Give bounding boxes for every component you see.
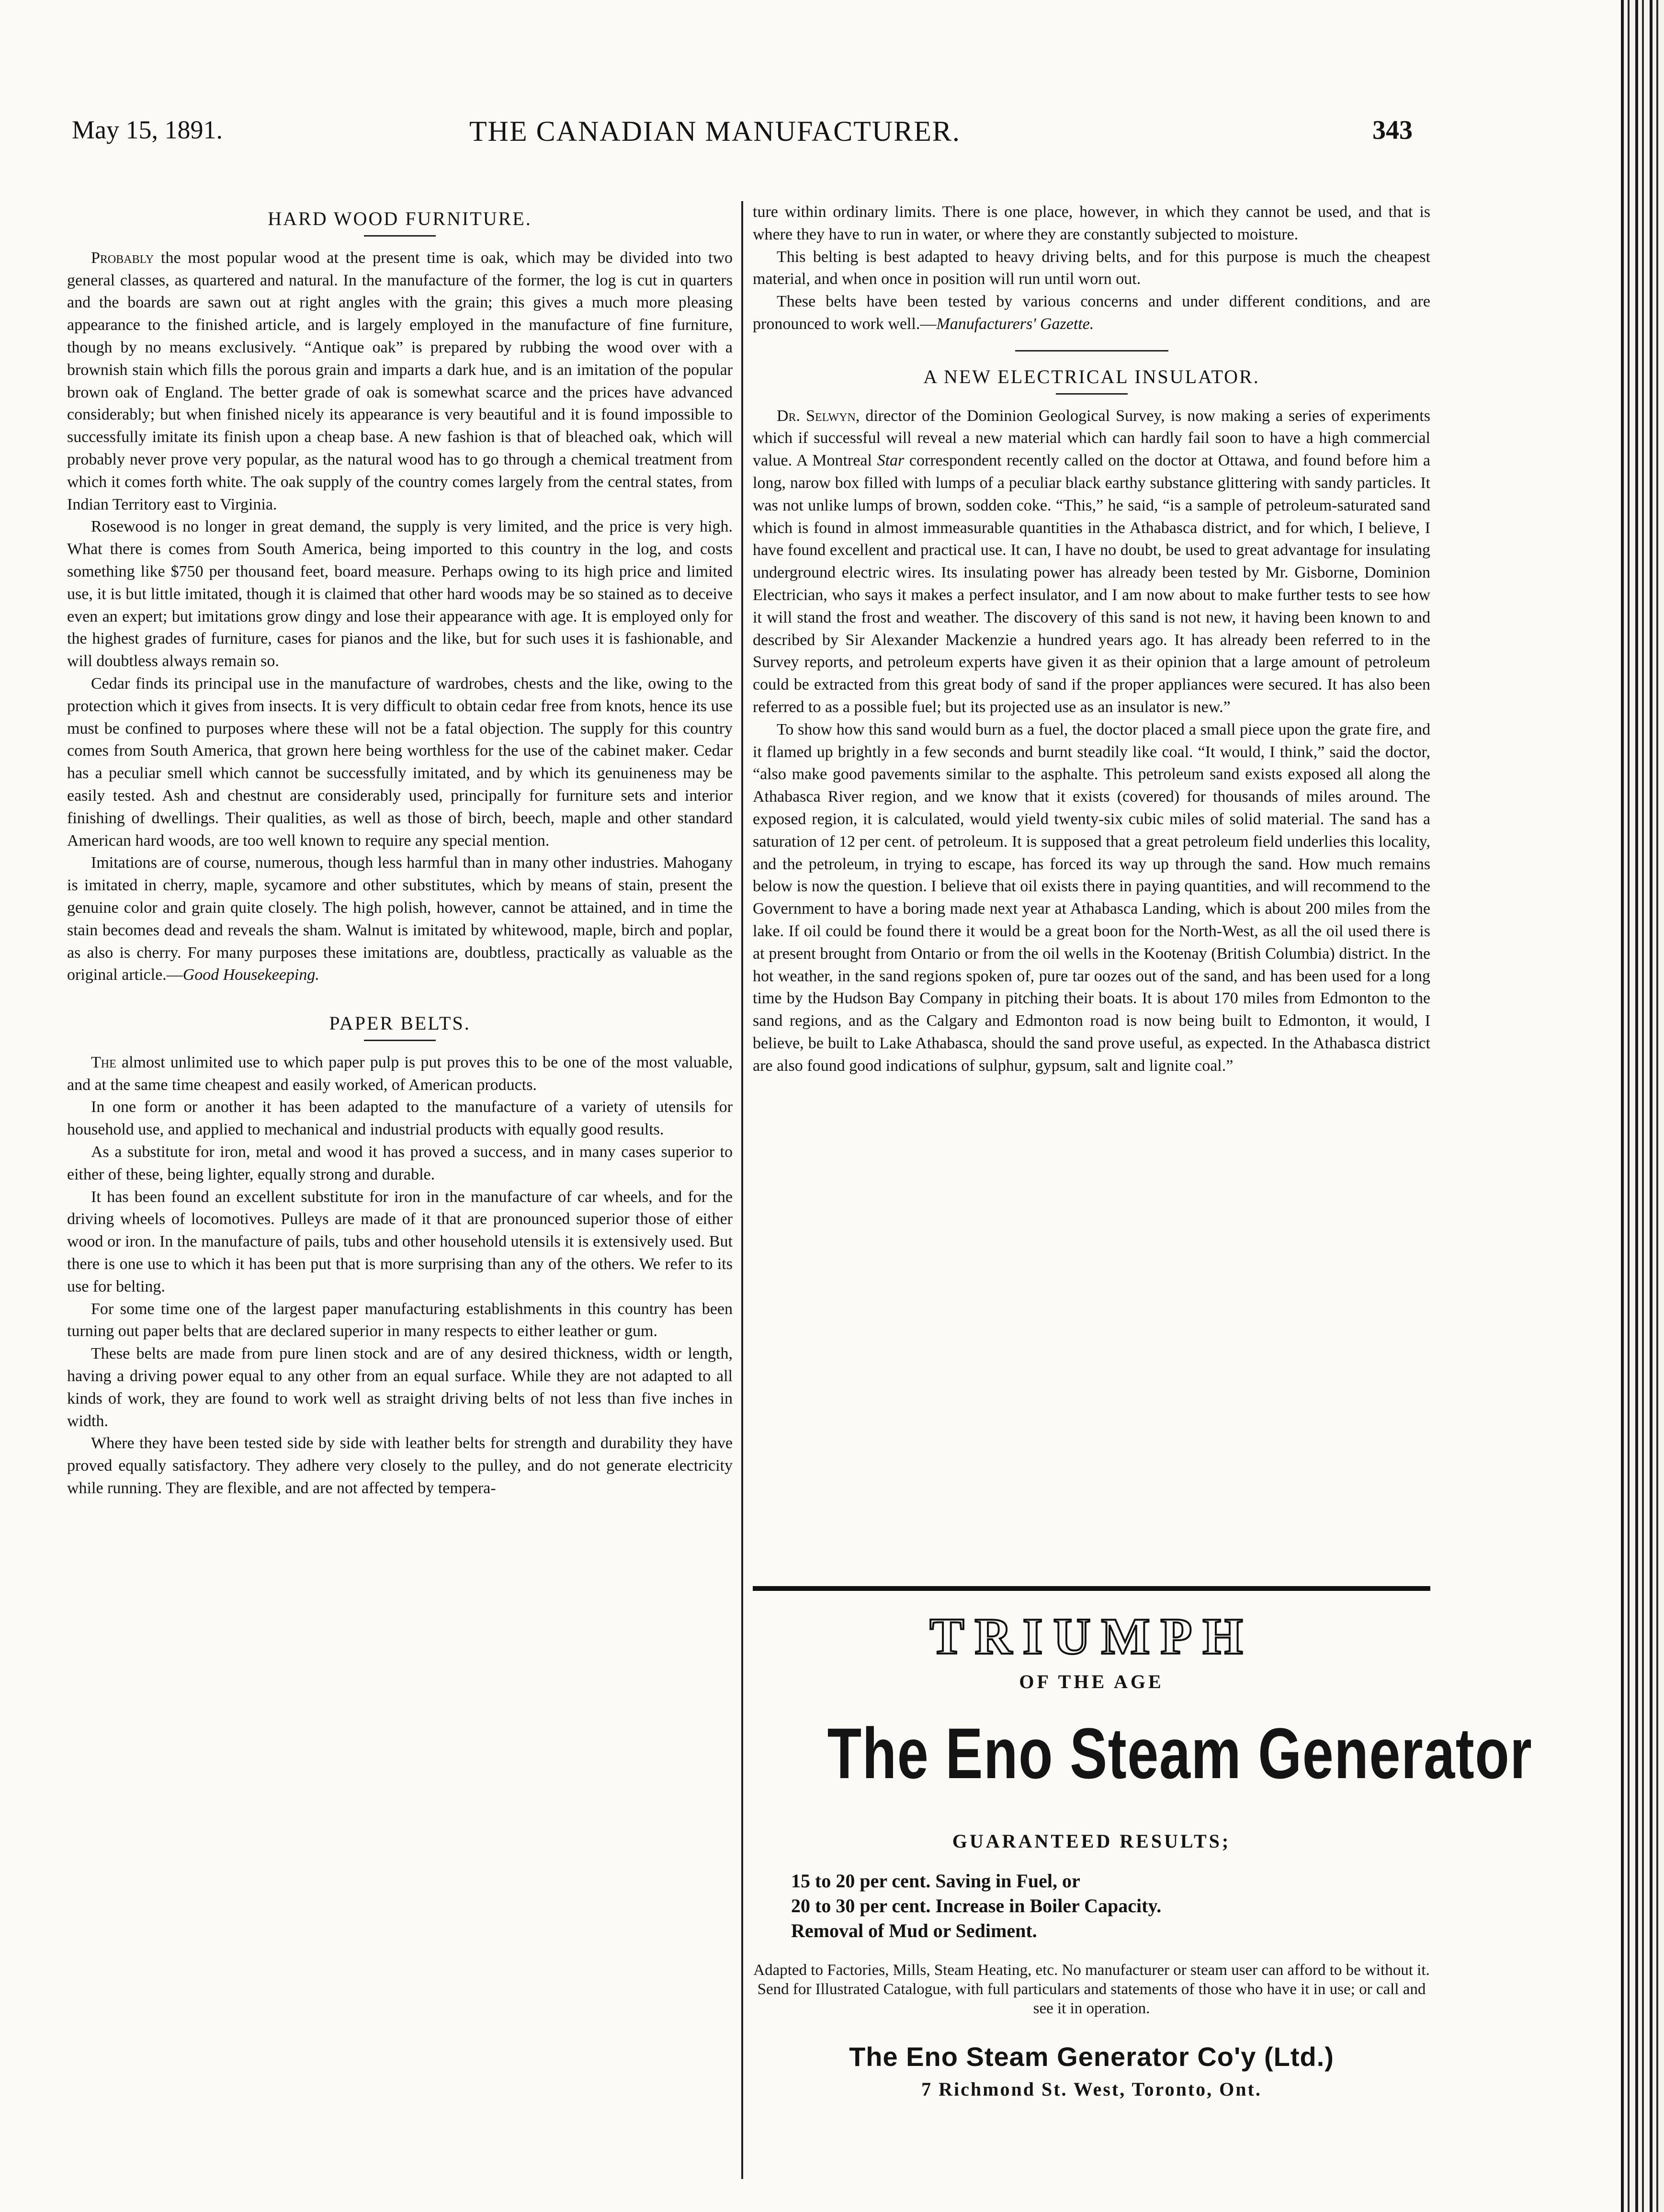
paper-belts-paragraph: It has been found an excellent substitute for iron in the manufacture of car wheels, and for the driving wheels of locomotives. Pulleys are made of it that are pronounced superior those of either wood or iron. In the manufacture of pails, tubs and other household utensils it is extensively used. But there is one use to which it has been put that is more surprising than any of the others. We refer to its use for belting.: [67, 1188, 733, 1295]
hardwood-paragraph: Rosewood is no longer in great demand, the supply is very limited, and the price is very high. What there is comes from South America, being imported to this country in the log, and costs something like $750 per thousand feet, board measure. Perhaps owing to its high price and limited use, it is but little imitated, though it is claimed that other hard woods may be so stained as to deceive even an expert; but imitations grow dingy and lose their appearance with age. It is employed only for the highest grades of furniture, cases for pianos and the like, but for such uses it is fashionable, and will doubtless always remain so.: [67, 518, 733, 670]
paper-belts-paragraph: These belts are made from pure linen stock and are of any desired thickness, width or length, having a driving power equal to any other from an equal surface. While they are not adapted to all kinds of work, they are found to work well as straight driving belts of not less than five inches in width.: [67, 1345, 733, 1430]
ad-result-item: Removal of Mud or Sediment.: [791, 1920, 1037, 1941]
article-title-paper-belts: PAPER BELTS.: [329, 1012, 471, 1034]
hardwood-paragraph: Cedar finds its principal use in the manufacture of wardrobes, chests and the like, owing to the protection which it gives from insects. It is very difficult to obtain cedar free from knots, hence its use must be confined to purposes where these will not be a fatal objection. The supply for this country comes from South America, that grown here being worthless for the use of the cabinet maker. Cedar has a peculiar smell which cannot be successfully imitated, and by which its genuineness may be easily tested. Ash and chestnut are considerably used, principally for furniture sets and interior finishing of dwellings. Their qualities, as well as those of birch, beech, maple and other standard American hard woods, are too well known to require any special mention.: [67, 674, 733, 850]
left-column: [67, 201, 733, 2179]
newspaper-name: Star: [877, 452, 905, 470]
column-divider: [741, 201, 743, 2179]
spacer: [67, 987, 733, 1006]
hardwood-paragraph: [67, 852, 733, 987]
journal-title: THE CANADIAN MANUFACTURER.: [469, 115, 961, 147]
running-head: [72, 115, 1413, 158]
ad-description: Adapted to Factories, Mills, Steam Heating, etc. No manufacturer or steam user can afford to be without it. Send for Illustrated Catalogue, with full particulars and statements of those who have it in use; or call and see it in operation.: [753, 1962, 1430, 2017]
source-credit: Good Housekeeping.: [182, 966, 319, 984]
ad-guarantee: GUARANTEED RESULTS;: [952, 1830, 1231, 1852]
title-rule: [364, 1040, 436, 1041]
hardwood-paragraph: [67, 247, 733, 516]
binding-edge: [1621, 0, 1664, 2212]
eno-advertisement: [753, 1586, 1533, 2161]
article-title-insulator: A NEW ELECTRICAL INSULATOR.: [923, 365, 1260, 387]
insulator-paragraph: To show how this sand would burn as a fuel, the doctor placed a small piece upon the grate fire, and it flamed up brightly in a few seconds and burnt steadily like coal. “It would, I think,” said the doctor, “also make good pavements similar to the asphalte. This petroleum sand exists exposed all along the Athabasca River region, and we know that it exists (covered) for thousands of miles around. The exposed region, it is calculated, would yield twenty-six cubic miles of solid material. The sand has a saturation of 12 per cent. of petroleum. It is supposed that a great petroleum field underlies this locality, and the petroleum, in trying to escape, has forced its way up through the sand. How much remains below is now the question. I believe that oil exists there in paying quantities, and will recommend to the Government to have a boring made next year at Athabasca Landing, which is about 200 miles from the lake. If oil could be found there it would be a great boon for the North-West, as all the oil used there is at present brought from Ontario or from the oil wells in the Kootenay (British Columbia) district. In the hot weather, in the sand regions spoken of, pure tar oozes out of the sand, and has been used for a long time by the Hudson Bay Company in pitching their boats. It is about 170 miles from Edmonton to the sand regions, and as the Calgary and Edmonton road is now being built to Edmonton, it would, I believe, be built to Lake Athabasca, should the sand prove useful, as expected. In the Athabasca district are also found good indications of sulphur, gypsum, salt and lignite coal.”: [753, 720, 1430, 1075]
paper-belts-paragraph: In one form or another it has been adapted to the manufacture of a variety of utensils for household use, and applied to mechanical and industrial products with equally good results.: [67, 1098, 733, 1139]
ad-result-item: 15 to 20 per cent. Saving in Fuel, or: [791, 1870, 1080, 1892]
paragraph-text: Imitations are of course, numerous, though less harmful than in many other industries. Mahogany is imitated in cherry, maple, sycamore and other substitutes, which by means of stain, present the genuine color and grain quite closely. The high polish, however, cannot be attained, and in time the stain becomes dead and reveals the sham. Walnut is imitated by whitewood, maple, birch and poplar, as also is cherry. For many purposes these imitations are, doubtless, practically as valuable as the original article.—: [67, 854, 733, 984]
article-separator: [1015, 350, 1168, 352]
ad-top-rule: [753, 1586, 1430, 1591]
paper-belts-paragraph: [67, 1052, 733, 1097]
paragraph-text: the most popular wood at the present time is oak, which may be divided into two general classes, as quartered and natural. In the manufacture of the former, the log is cut in quarters and the boards are sawn out at right angles with the grain; this gives a much more pleasing appearance to the finished article, and is largely employed in the manufacture of fine furniture, though by no means exclusively. “Antique oak” is prepared by rubbing the wood over with a brownish stain which fills the porous grain and imparts a dark hue, and is an imitation of the popular brown oak of England. The better grade of oak is somewhat scarce and the prices have advanced considerably; but when finished nicely its appearance is very beautiful and it is found impossible to successfully imitate its finish upon a cheap base. A new fashion is that of bleached oak, which will probably never prove very popular, as the natural wood has to go through a chemical treatment from which it comes forth white. The oak supply of the country comes largely from the central states, from Indian Territory east to Virginia.: [67, 249, 733, 513]
article-title-hardwood: HARD WOOD FURNITURE.: [268, 208, 532, 229]
page-number: 343: [1372, 115, 1413, 145]
title-rule: [364, 235, 436, 237]
ad-company: The Eno Steam Generator Co'y (Ltd.): [849, 2042, 1334, 2072]
title-rule: [1056, 393, 1128, 395]
ad-product-name: The Eno Steam Generator: [827, 1713, 1533, 1793]
paragraph-text: almost unlimited use to which paper pulp is put proves this to be one of the most valuable, and at the same time cheapest and easily worked, of American products.: [67, 1053, 733, 1094]
paper-belts-paragraph: [753, 291, 1430, 336]
paragraph-text: correspondent recently called on the doctor at Ottawa, and found before him a long, narow box filled with lumps of a peculiar black earthy substance glittering with sandy particles. It was not unlike lumps of brown, sodden coke. “This,” he said, “is a sample of petroleum-saturated sand which is found in almost immeasurable quantities in the Athabasca district, and for which, I believe, I have found excellent and practical use. It can, I have no doubt, be used to great advantage for insulating underground electric wires. Its insulating power has already been tested by Mr. Gisborne, Dominion Electrician, who says it makes a perfect insulator, and I am now about to make further tests to see how it will stand the frost and weather. The discovery of this sand is not new, it having been known to and described by Sir Alexander Mackenzie a hundred years ago. It has already been referred to in the Survey reports, and petroleum experts have given it as their opinion that a large amount of petroleum could be extracted from this great body of sand if the proper appliances were secured. It has also been referred to as a possible fuel; but its projected use as an insulator is new.”: [753, 452, 1430, 716]
paper-belts-paragraph: Where they have been tested side by side with leather belts for strength and durability they have proved equally satisfactory. They adhere very closely to the pulley, and do not generate electricity while running. They are flexible, and are not affected by tempera-: [67, 1434, 733, 1497]
ad-address: 7 Richmond St. West, Toronto, Ont.: [921, 2078, 1262, 2100]
paper-belts-paragraph: For some time one of the largest paper manufacturing establishments in this country has been turning out paper belts that are declared superior in many respects to either leather or gum.: [67, 1300, 733, 1340]
lead-word: Dr. Selwyn,: [777, 407, 860, 425]
source-credit: Manufacturers' Gazette.: [936, 315, 1094, 333]
lead-word: The: [91, 1053, 116, 1071]
insulator-paragraph: [753, 405, 1430, 719]
paragraph-text: director of the Dominion Geological Survey, is now making a series of experiments which if successful will reveal a new material which can hardly fail soon to have a high commercial value. A Montreal: [753, 407, 1430, 470]
ad-subhead: OF THE AGE: [1019, 1671, 1164, 1692]
ad-result-item: 20 to 30 per cent. Increase in Boiler Capacity.: [791, 1895, 1162, 1917]
paper-belts-paragraph: This belting is best adapted to heavy driving belts, and for this purpose is much the cheapest material, and when once in position will run until worn out.: [753, 248, 1430, 288]
ad-headline: TRIUMPH: [929, 1608, 1254, 1665]
paper-belts-continued: ture within ordinary limits. There is one place, however, in which they cannot be used, and that is where they have to run in water, or where they are constantly subjected to moisture.: [753, 203, 1430, 243]
paper-belts-paragraph: As a substitute for iron, metal and wood it has proved a success, and in many cases superior to either of these, being lighter, equally strong and durable.: [67, 1143, 733, 1183]
lead-word: Probably: [91, 249, 154, 267]
paragraph-text: These belts have been tested by various concerns and under different conditions, and are pronounced to work well.—: [753, 293, 1430, 333]
ad-results-list: [791, 1869, 1430, 1943]
issue-date: May 15, 1891.: [72, 115, 223, 144]
